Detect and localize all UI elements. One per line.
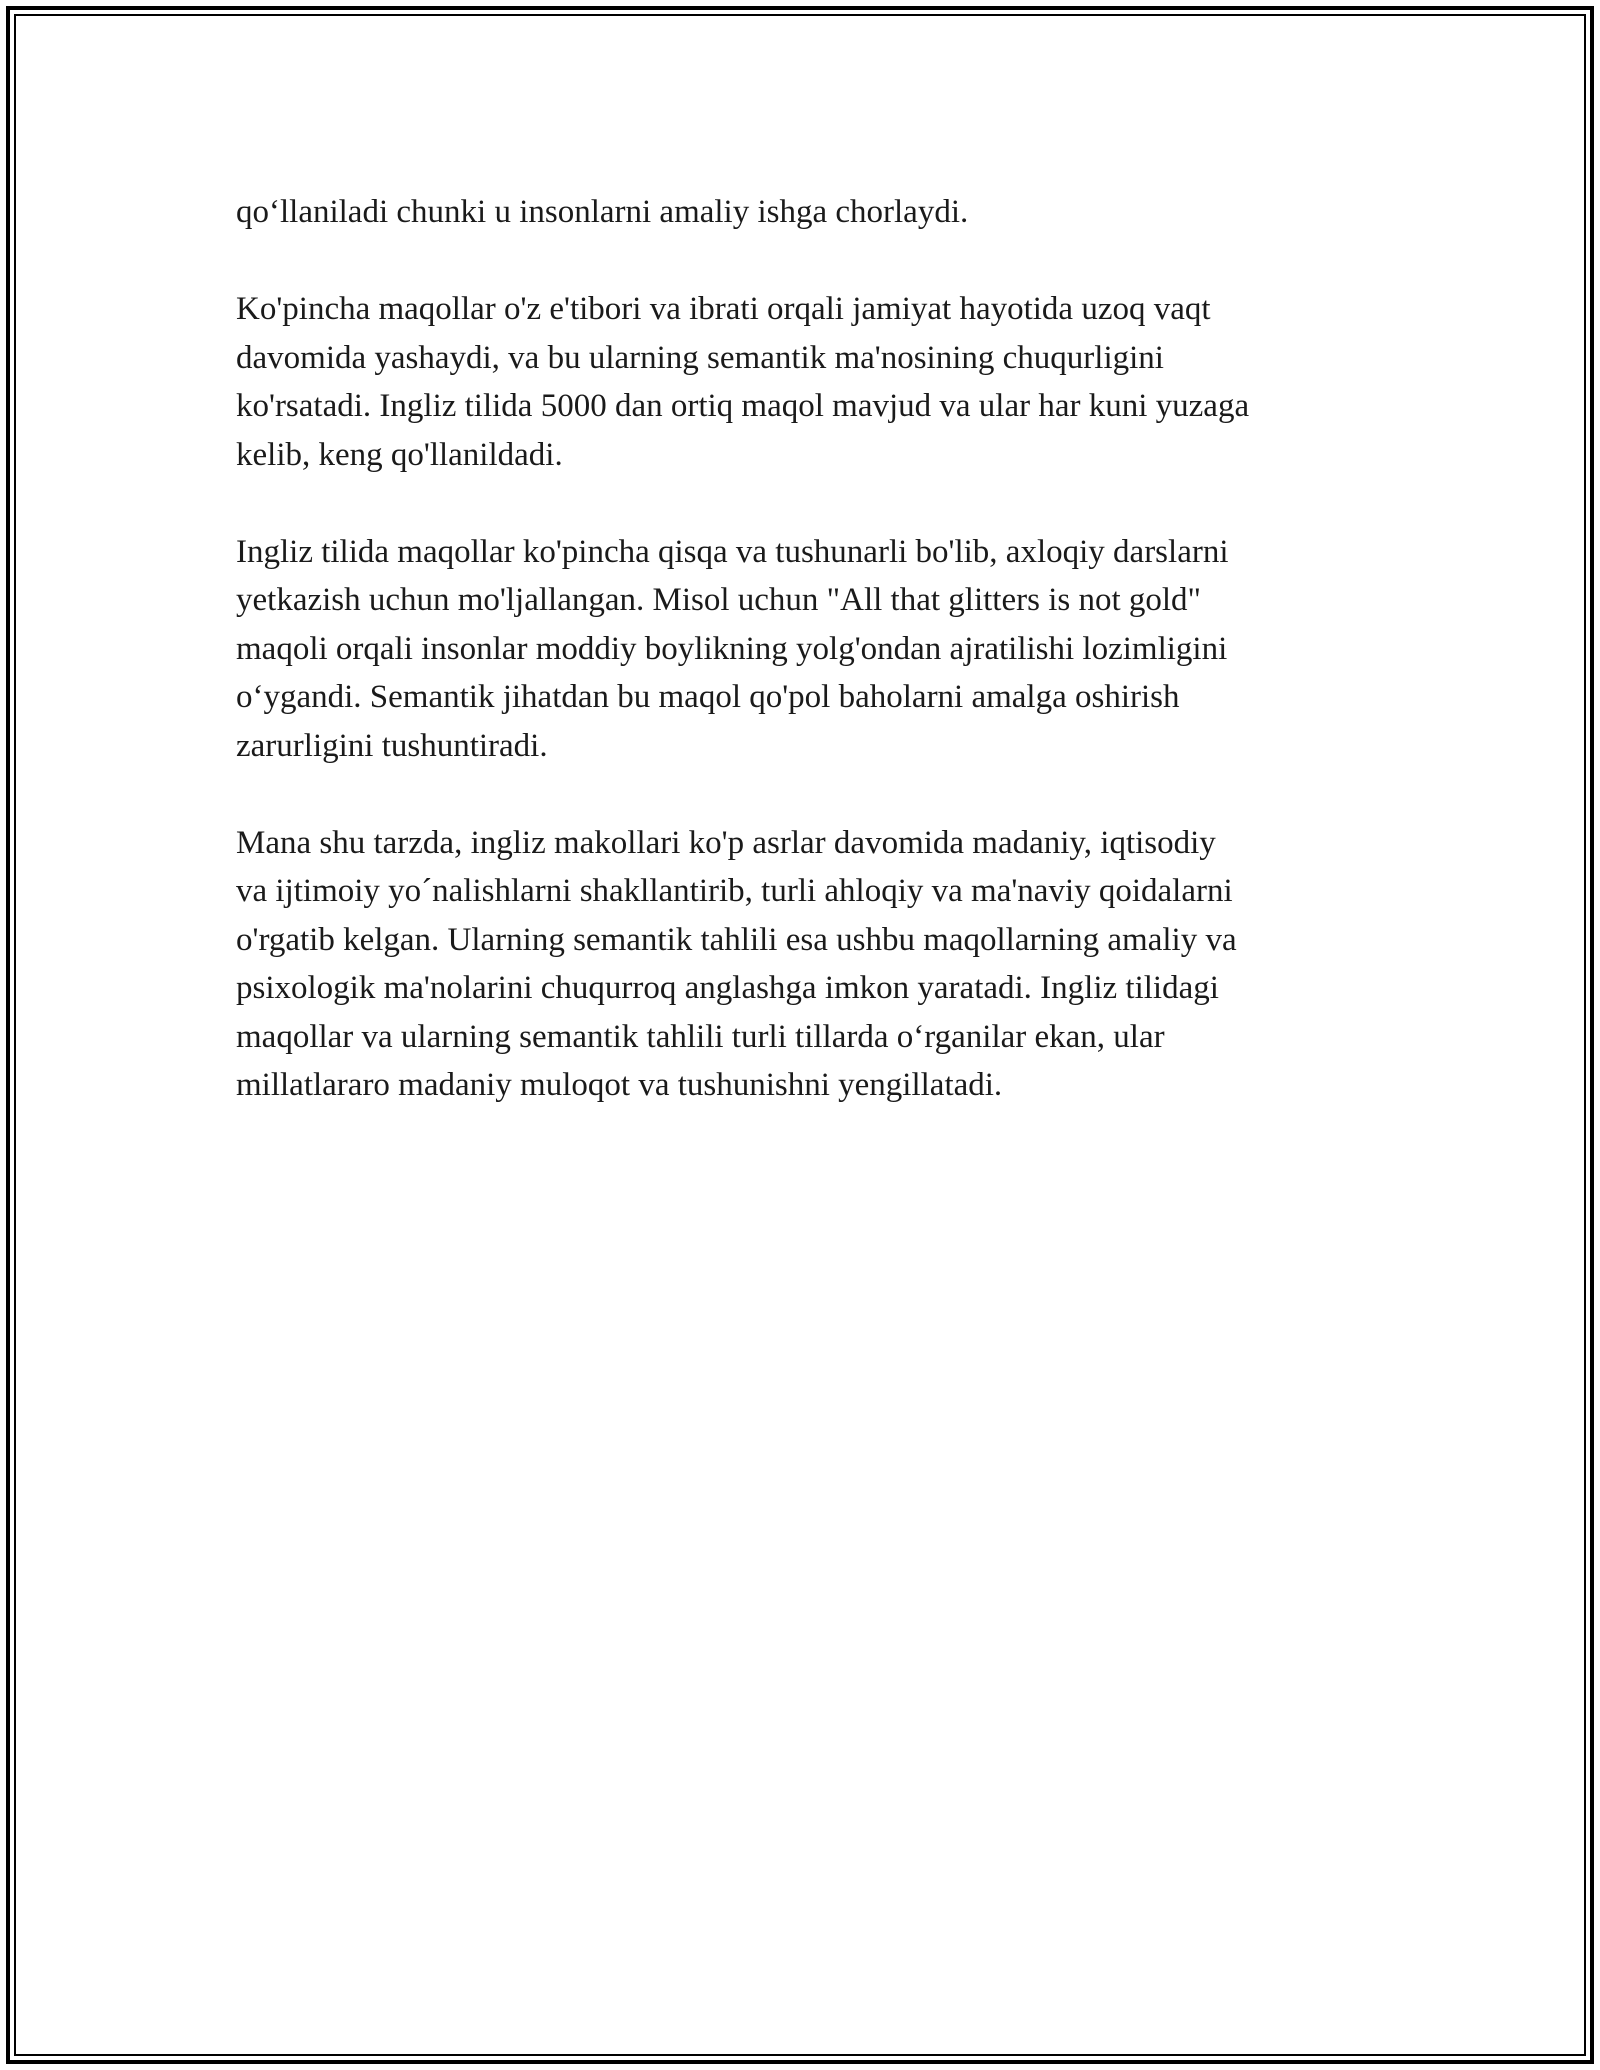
paragraph-continuation: qo‘llaniladi chunki u insonlarni amaliy ishga chorlaydi. <box>236 194 969 230</box>
paragraph-english-proverbs-example: Ingliz tilida maqollar ko'pincha qisqa va tushunarli bo'lib, axloqiy darslarni yetkazish uchun mo'ljallangan. Misol uchun "All that glitters is not gold" maqoli orqali insonlar moddiy boylikning yolg'ondan ajratilishi lozimligini o‘ygandi. Semantik jihatdan bu maqol qo'pol baholarni amalga oshirish zarurligini tushuntiradi. <box>236 533 1229 764</box>
document-body <box>236 188 1376 1158</box>
paragraph-conclusion: Mana shu tarzda, ingliz makollari ko'p asrlar davomida madaniy, iqtisodiy va ijtimoiy yo´nalishlarni shakllantirib, turli ahloqiy va ma'naviy qoidalarni o'rgatib kelgan. Ularning semantik tahlili esa ushbu maqollarning amaliy va psixologik ma'nolarini chuqurroq anglashga imkon yaratadi. Ingliz tilidagi maqollar va ularning semantik tahlili turli tillarda o‘rganilar ekan, ular millatlararo madaniy muloqot va tushunishni yengillatadi. <box>236 824 1237 1103</box>
paragraph-proverbs-longevity: Ko'pincha maqollar o'z e'tibori va ibrati orqali jamiyat hayotida uzoq vaqt davomida yashaydi, va bu ularning semantik ma'nosining chuqurligini ko'rsatadi. Ingliz tilida 5000 dan ortiq maqol mavjud va ular har kuni yuzaga kelib, keng qo'llanildadi. <box>236 291 1250 473</box>
